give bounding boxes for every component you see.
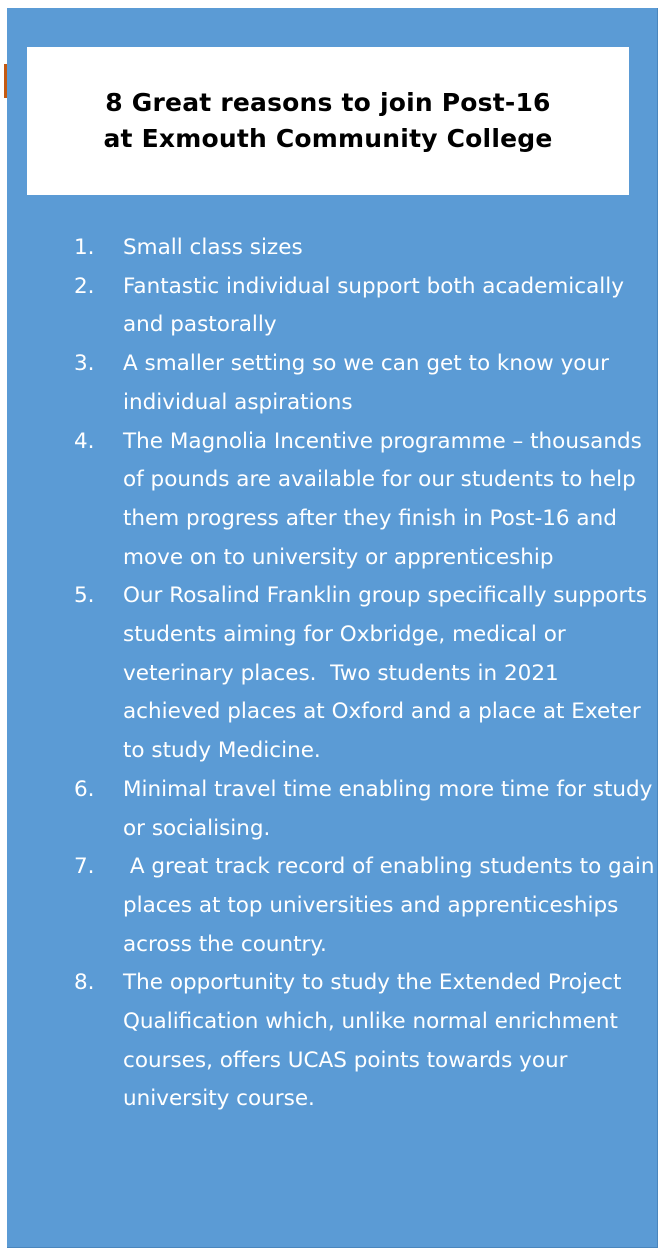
reason-number: 1. — [74, 235, 95, 260]
reason-text: Minimal travel time enabling more time for study or socialising. — [123, 776, 660, 841]
reason-item-2 — [65, 268, 655, 345]
reasons-list — [65, 229, 662, 1119]
reason-item-1 — [65, 229, 655, 268]
reason-number: 5. — [74, 583, 95, 609]
reason-number: 2. — [74, 273, 95, 299]
reason-item-5 — [65, 577, 655, 771]
reasons-poster — [7, 8, 662, 1248]
reason-text: Our Rosalind Franklin group specifically supports students aiming for Oxbridge, medical or veterinary places. Two students in 2021 achieved places at Oxford and a place at Exeter to study Medicine. — [123, 583, 654, 764]
reason-number: 6. — [74, 776, 95, 802]
reason-item-3 — [65, 345, 655, 422]
title-box — [27, 47, 629, 195]
reason-text: The opportunity to study the Extended Project Qualification which, unlike normal enrichment courses, offers UCAS points towards your university course. — [123, 970, 629, 1112]
reason-item-6 — [65, 771, 660, 848]
reason-number: 3. — [74, 351, 95, 377]
reason-text: A great track record of enabling students to gain places at top universities and apprenticeships across the country. — [123, 854, 662, 957]
reason-number: 7. — [74, 854, 95, 880]
poster-title — [103, 85, 552, 157]
reason-item-7 — [65, 848, 662, 964]
reason-text: Small class sizes — [123, 235, 303, 260]
poster-title-line-1: 8 Great reasons to join Post-16 — [105, 88, 551, 117]
reason-item-8 — [65, 964, 655, 1119]
reason-text: A smaller setting so we can get to know your individual aspirations — [123, 351, 616, 415]
reason-number: 8. — [74, 970, 95, 996]
reason-item-4 — [65, 423, 655, 578]
poster-title-line-2: at Exmouth Community College — [103, 124, 553, 153]
reason-text: The Magnolia Incentive programme – thousands of pounds are available for our students to help them progress after they finish in Post-16 and move on to university or apprenticeship — [123, 428, 649, 570]
reason-text: Fantastic individual support both academically and pastorally — [123, 273, 631, 338]
reason-number: 4. — [74, 428, 95, 454]
